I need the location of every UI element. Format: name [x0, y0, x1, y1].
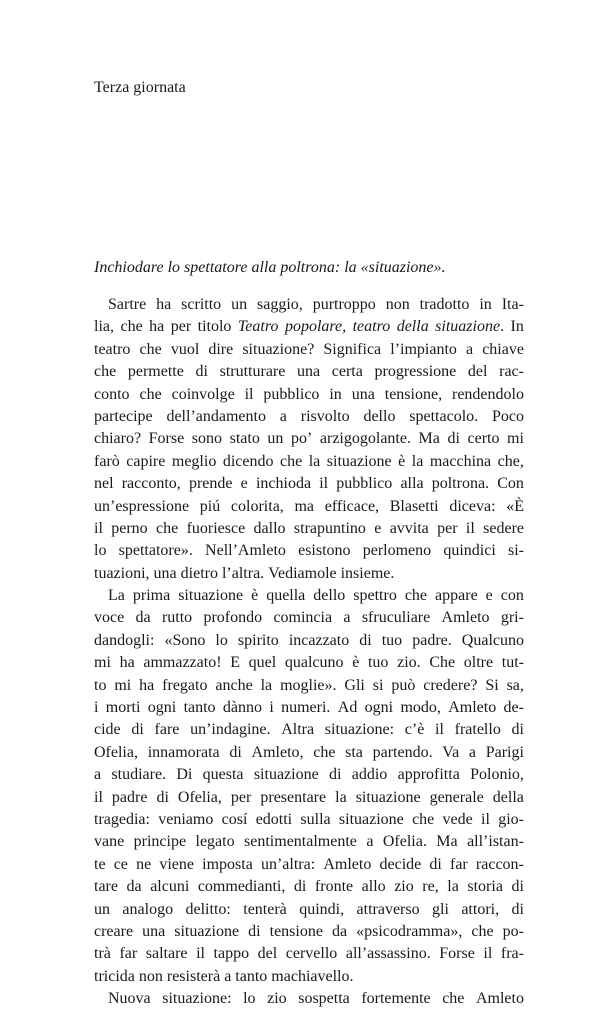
text-line: vane principe legato sentimentalmente a Ofelia. Ma all’istan- [94, 833, 524, 851]
text-line: cide di fare un’indagine. Altra situazione: c’è il fratello di [94, 721, 524, 739]
text-line: un’espressione piú colorita, ma efficace, Blasetti diceva: «È [94, 497, 524, 515]
text-line: Sartre ha scritto un saggio, purtroppo non tradotto in Ita- [108, 296, 524, 313]
text-line: tragedia: veniamo cosí edotti sulla situazione che vede il gio- [94, 810, 524, 828]
text-line: farò capire meglio dicendo che la situazione è la macchina che, [94, 452, 524, 470]
text-line: teatro che vuol dire situazione? Significa l’impianto a chiave [94, 340, 524, 358]
text-line: creare una situazione di tensione da «psicodramma», che po- [94, 922, 524, 940]
text-line: te ce ne viene imposta un’altra: Amleto decide di far raccon- [94, 855, 524, 873]
text-line: tuazioni, una dietro l’altra. Vediamole insieme. [94, 564, 395, 582]
running-head: Terza giornata [94, 79, 186, 96]
text-line: La prima situazione è quella dello spettro che appare e con [108, 587, 524, 605]
text-line: Ofelia, innamorata di Amleto, che sta partendo. Va a Parigi [94, 743, 524, 761]
text-line: conto che coinvolge il pubblico in una tensione, rendendolo [94, 385, 524, 403]
text-line: a studiare. Di questa situazione di addio approfitta Polonio, [94, 766, 524, 784]
text-line: un analogo delitto: tenterà quindi, attraverso gli attori, di [94, 900, 524, 918]
text-line: mi ha ammazzato! E quel qualcuno è tuo zio. Che oltre tut- [94, 654, 524, 672]
text-line: lo spettatore». Nell’Amleto esistono perlomeno quindici si- [94, 542, 524, 560]
text-line: che permette di strutturare una certa progressione del rac- [94, 363, 524, 381]
text-line: il perno che fuoriesce dallo strapuntino e avvita per il sedere [94, 519, 524, 537]
text-line: partecipe dell’andamento a risvolto dello spettacolo. Poco [94, 407, 524, 425]
text-line: dandogli: «Sono lo spirito incazzato di tuo padre. Qualcuno [94, 631, 524, 649]
section-title: Inchiodare lo spettatore alla poltrona: la «situazione». [94, 259, 446, 276]
text-line: i morti ogni tanto dànno i numeri. Ad ogni modo, Amleto de- [94, 699, 524, 717]
text-line: il padre di Ofelia, per presentare la situazione generale della [94, 788, 524, 806]
text-line: voce da rutto profondo comincia a sfruculiare Amleto gri- [94, 609, 524, 627]
text-line: trà far saltare il tappo del cervello all’assassino. Forse il fra- [94, 945, 524, 963]
body-text [94, 294, 524, 1011]
text-line: to mi ha fregato anche la moglie». Gli si può credere? Si sa, [94, 676, 524, 694]
text-line: nel racconto, prende e inchioda il pubblico alla poltrona. Con [94, 475, 524, 493]
text-line: Nuova situazione: lo zio sospetta fortemente che Amleto [108, 990, 524, 1008]
text-line: tricida non resisterà a tanto machiavello. [94, 967, 354, 985]
text-line: chiaro? Forse sono stato un po’ arzigogolante. Ma di certo mi [94, 430, 524, 448]
text-line: lia, che ha per titolo Teatro popolare, teatro della situazione. In [94, 318, 524, 336]
text-line: tare da alcuni commedianti, di fronte allo zio re, la storia di [94, 878, 524, 896]
